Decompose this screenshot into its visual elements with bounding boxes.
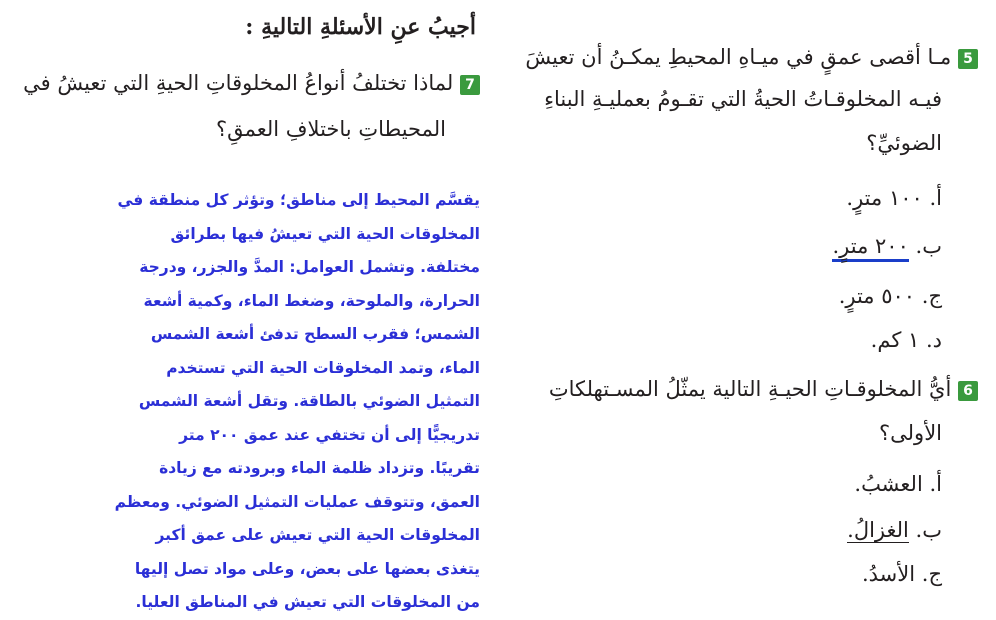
answer-line: مختلفة. وتشمل العوامل: المدَّ والجزر، ودرجة bbox=[139, 258, 480, 276]
question-7-text-2: المحيطاتِ باختلافِ العمقِ؟ bbox=[215, 117, 446, 141]
option-letter: ب. bbox=[915, 518, 942, 542]
answer-line: يتغذى بعضها على بعض، وعلى مواد تصل إليها bbox=[134, 559, 480, 578]
option-5a[interactable] bbox=[846, 186, 942, 210]
question-6-line-1 bbox=[549, 368, 978, 410]
question-number-badge: 7 bbox=[460, 75, 480, 95]
section-heading: أجيبُ عنِ الأسئلةِ التاليةِ : bbox=[245, 14, 476, 40]
option-text: ٥٠٠ مترٍ. bbox=[838, 284, 916, 308]
option-letter: ب. bbox=[915, 234, 942, 258]
question-5-line-1 bbox=[525, 36, 978, 78]
question-number-badge: 5 bbox=[958, 49, 978, 69]
option-5d[interactable] bbox=[871, 328, 942, 352]
option-6c[interactable] bbox=[862, 562, 942, 586]
option-letter: ج. bbox=[921, 562, 942, 586]
question-7-text-1: لماذا تختلفُ أنواعُ المخلوقاتِ الحيةِ التي تعيشُ في bbox=[23, 71, 454, 95]
question-7-line-1 bbox=[23, 62, 480, 104]
selected-answer-text: الغزالُ. bbox=[847, 518, 909, 542]
question-5-text-2: فيـه المخلوقـاتُ الحيةُ التي تقـومُ بعمليـةِ البناءِ bbox=[544, 87, 942, 111]
option-5b-selected[interactable] bbox=[832, 234, 942, 258]
option-text: ١٠٠ مترٍ. bbox=[846, 186, 923, 210]
option-text: العشبُ. bbox=[854, 472, 923, 496]
answer-line: يقسَّم المحيط إلى مناطق؛ وتؤثر كل منطقة في bbox=[117, 191, 480, 209]
question-5-text-3: الضوئيِّ؟ bbox=[866, 131, 942, 155]
answer-line: الشمس؛ فقرب السطح تدفئ أشعة الشمس bbox=[150, 325, 480, 343]
answer-line: العمق، وتتوقف عمليات التمثيل الضوئي. ومعظم bbox=[114, 492, 480, 511]
option-letter: د. bbox=[925, 328, 942, 352]
answer-line: الماء، وتمد المخلوقات الحية التي تستخدم bbox=[166, 358, 480, 377]
answer-line: التمثيل الضوئي بالطاقة. وتقل أشعة الشمس bbox=[138, 392, 480, 410]
answer-line: تدريجيًّا إلى أن تختفي عند عمق ٢٠٠ متر bbox=[179, 425, 480, 444]
answer-line: من المخلوقات التي تعيش في المناطق العليا. bbox=[135, 593, 480, 611]
question-number-badge: 6 bbox=[958, 381, 978, 401]
left-column bbox=[23, 8, 492, 611]
right-column bbox=[525, 36, 978, 598]
option-6b-selected[interactable] bbox=[847, 518, 942, 542]
option-letter: أ. bbox=[929, 186, 942, 210]
option-letter: ج. bbox=[921, 284, 942, 308]
question-6-text-1: أيُّ المخلوقـاتِ الحيـةِ التالية يمثّلُ المسـتهلكاتِ bbox=[548, 377, 952, 401]
answer-line: تقريبًا. وتزداد ظلمة الماء وبرودته مع زيادة bbox=[159, 459, 480, 477]
selected-answer-text: ٢٠٠ مترٍ. bbox=[832, 234, 908, 262]
option-6a[interactable] bbox=[854, 472, 942, 496]
option-5c[interactable] bbox=[839, 284, 942, 308]
answer-line: المخلوقات الحية التي تعيشُ فيها بطرائق bbox=[170, 224, 480, 243]
option-letter: أ. bbox=[929, 472, 942, 496]
option-text: الأسدُ. bbox=[861, 562, 916, 586]
answer-line: المخلوقات الحية التي تعيش على عمق أكبر bbox=[155, 526, 480, 544]
answer-line: الحرارة، والملوحة، وضغط الماء، وكمية أشعة bbox=[143, 291, 480, 310]
question-5-text-1: مـا أقصى عمقٍ في ميـاهِ المحيطِ يمكـنُ أن تعيشَ bbox=[525, 45, 952, 69]
option-text: ١ كم. bbox=[870, 328, 920, 352]
answer-text-block bbox=[40, 184, 480, 620]
question-6-text-2: الأولى؟ bbox=[879, 421, 942, 445]
